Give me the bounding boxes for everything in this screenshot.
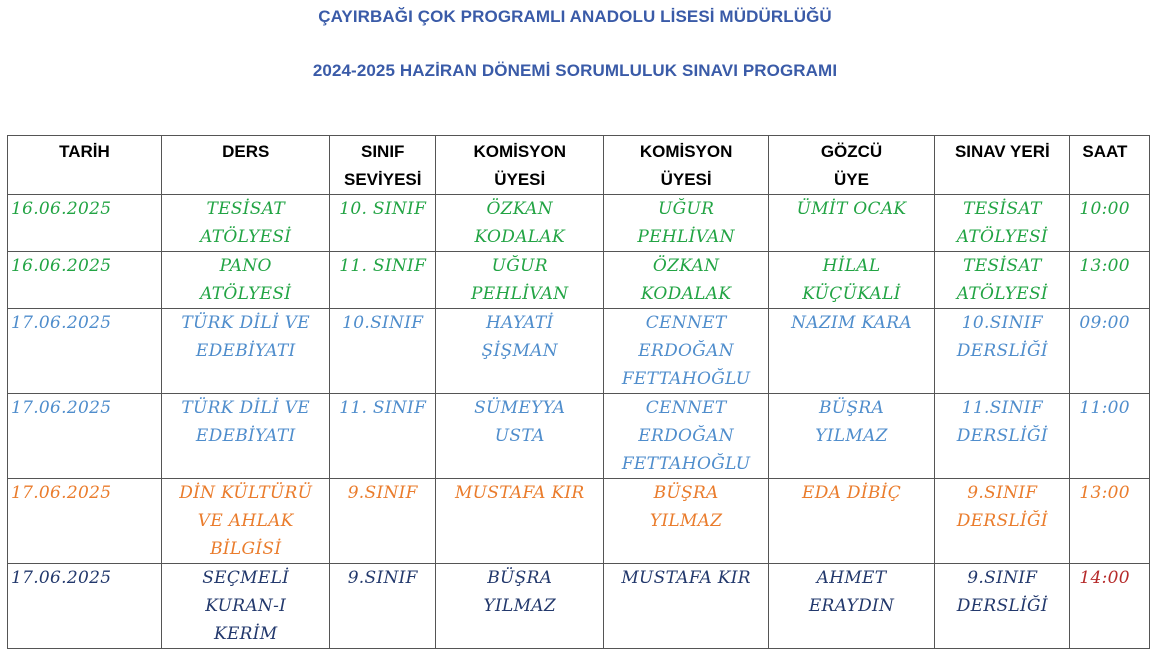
cell-saat: 10:00	[1070, 195, 1150, 252]
cell-sinif: 9.SINIF	[330, 479, 436, 564]
cell-sinif: 11. SINIF	[330, 394, 436, 479]
cell-gozcu: NAZIM KARA	[768, 309, 935, 394]
col-header-tarih: TARİH	[8, 136, 162, 195]
col-header-saat: SAAT	[1070, 136, 1150, 195]
cell-sinif: 10. SINIF	[330, 195, 436, 252]
table-row	[8, 195, 1150, 252]
cell-sinav-yeri: 11.SINIF DERSLİĞİ	[935, 394, 1070, 479]
cell-komisyon-2: CENNET ERDOĞAN FETTAHOĞLU	[604, 394, 768, 479]
col-header-ders: DERS	[161, 136, 330, 195]
cell-tarih: 17.06.2025	[8, 479, 162, 564]
cell-gozcu: EDA DİBİÇ	[768, 479, 935, 564]
cell-tarih: 17.06.2025	[8, 394, 162, 479]
cell-komisyon-1: BÜŞRA YILMAZ	[435, 564, 604, 649]
cell-gozcu: ÜMİT OCAK	[768, 195, 935, 252]
table-header-row	[8, 136, 1150, 195]
cell-sinav-yeri: 10.SINIF DERSLİĞİ	[935, 309, 1070, 394]
exam-schedule-table	[7, 135, 1150, 649]
cell-saat: 14:00	[1070, 564, 1150, 649]
cell-saat: 13:00	[1070, 252, 1150, 309]
cell-tarih: 17.06.2025	[8, 309, 162, 394]
cell-saat: 11:00	[1070, 394, 1150, 479]
cell-saat: 13:00	[1070, 479, 1150, 564]
col-header-komisyon-1: KOMİSYON ÜYESİ	[435, 136, 604, 195]
table-row	[8, 564, 1150, 649]
cell-sinav-yeri: TESİSAT ATÖLYESİ	[935, 195, 1070, 252]
cell-gozcu: BÜŞRA YILMAZ	[768, 394, 935, 479]
cell-ders: TESİSAT ATÖLYESİ	[161, 195, 330, 252]
cell-tarih: 17.06.2025	[8, 564, 162, 649]
table-row	[8, 309, 1150, 394]
table-row	[8, 479, 1150, 564]
cell-ders: TÜRK DİLİ VE EDEBİYATI	[161, 309, 330, 394]
cell-sinif: 11. SINIF	[330, 252, 436, 309]
cell-komisyon-2: ÖZKAN KODALAK	[604, 252, 768, 309]
cell-komisyon-1: HAYATİ ŞİŞMAN	[435, 309, 604, 394]
cell-komisyon-2: BÜŞRA YILMAZ	[604, 479, 768, 564]
cell-komisyon-1: ÖZKAN KODALAK	[435, 195, 604, 252]
cell-tarih: 16.06.2025	[8, 252, 162, 309]
col-header-gozcu: GÖZCÜ ÜYE	[768, 136, 935, 195]
cell-ders: DİN KÜLTÜRÜ VE AHLAK BİLGİSİ	[161, 479, 330, 564]
cell-saat: 09:00	[1070, 309, 1150, 394]
cell-komisyon-2: UĞUR PEHLİVAN	[604, 195, 768, 252]
cell-ders: PANO ATÖLYESİ	[161, 252, 330, 309]
table-row	[8, 252, 1150, 309]
school-title: ÇAYIRBAĞI ÇOK PROGRAMLI ANADOLU LİSESİ MÜDÜRLÜĞÜ	[318, 7, 832, 26]
cell-sinif: 10.SINIF	[330, 309, 436, 394]
cell-komisyon-1: MUSTAFA KIR	[435, 479, 604, 564]
cell-komisyon-1: UĞUR PEHLİVAN	[435, 252, 604, 309]
cell-komisyon-1: SÜMEYYA USTA	[435, 394, 604, 479]
cell-komisyon-2: CENNET ERDOĞAN FETTAHOĞLU	[604, 309, 768, 394]
cell-ders: TÜRK DİLİ VE EDEBİYATI	[161, 394, 330, 479]
table-row	[8, 394, 1150, 479]
cell-sinav-yeri: 9.SINIF DERSLİĞİ	[935, 479, 1070, 564]
col-header-sinif: SINIF SEVİYESİ	[330, 136, 436, 195]
program-title: 2024-2025 HAZİRAN DÖNEMİ SORUMLULUK SINAVI PROGRAMI	[312, 61, 838, 80]
cell-sinif: 9.SINIF	[330, 564, 436, 649]
cell-ders: SEÇMELİ KURAN-I KERİM	[161, 564, 330, 649]
col-header-komisyon-2: KOMİSYON ÜYESİ	[604, 136, 768, 195]
cell-gozcu: HİLAL KÜÇÜKALİ	[768, 252, 935, 309]
cell-komisyon-2: MUSTAFA KIR	[604, 564, 768, 649]
cell-gozcu: AHMET ERAYDIN	[768, 564, 935, 649]
cell-sinav-yeri: 9.SINIF DERSLİĞİ	[935, 564, 1070, 649]
cell-tarih: 16.06.2025	[8, 195, 162, 252]
cell-sinav-yeri: TESİSAT ATÖLYESİ	[935, 252, 1070, 309]
col-header-sinav-yeri: SINAV YERİ	[935, 136, 1070, 195]
